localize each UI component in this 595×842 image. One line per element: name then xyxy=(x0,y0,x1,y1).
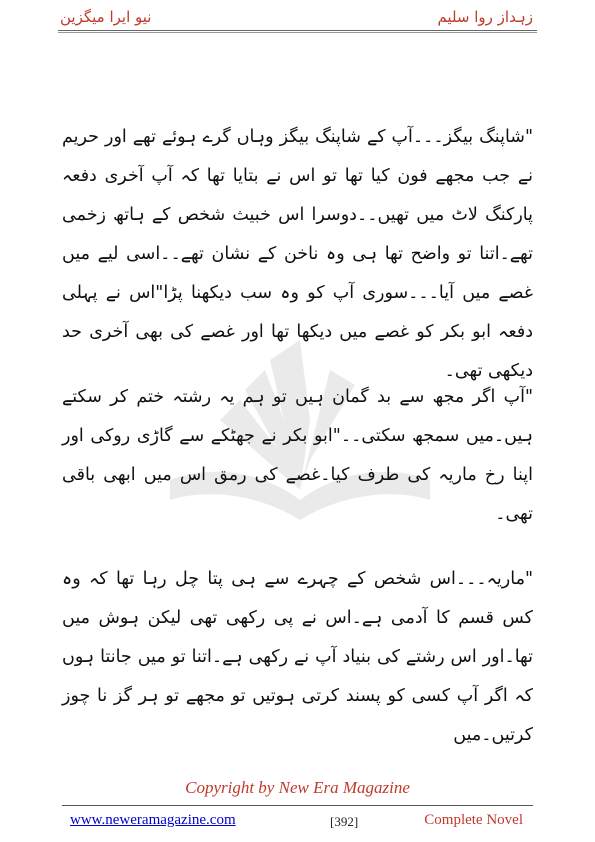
paragraph-3: "ماریہ۔۔۔اس شخص کے چہرے سے ہی پتا چل رہا تھا کہ وہ کس قسم کا آدمی ہے۔اس نے پی رکھی تھی لیکن ہوش میں تھا۔اور اس رشتے کی بنیاد آپ نے رکھی ہے۔اتنا تو میں جانتا ہوں کہ اگر آپ کسی کو پسند کرتی ہوتیں تو مجھے تو ہر گز نا چوز کرتیں۔میں xyxy=(62,569,533,745)
page-number: [392] xyxy=(330,814,359,829)
header-divider-secondary xyxy=(58,32,537,33)
copyright-notice: Copyright by New Era Magazine xyxy=(185,778,410,797)
paragraph-2: "آپ اگر مجھ سے بد گمان ہیں تو ہم یہ رشتہ ختم کر سکتے ہیں۔میں سمجھ سکتی۔۔"ابو بکر نے جھٹکے سے گاڑی روکی اور اپنا رخ ماریہ کی طرف کیا۔غصے کی رمق اس میں ابھی باقی تھی۔ xyxy=(62,387,533,524)
page-footer xyxy=(62,812,533,834)
author-title: زہداز روا سلیم xyxy=(437,8,533,26)
novel-label: Complete Novel xyxy=(424,812,523,828)
paragraph-1: "شاپنگ بیگز۔۔۔آپ کے شاپنگ بیگز وہاں گرے ہوئے تھے اور حریم نے جب مجھے فون کیا تھا تو اس نے بتایا تھا کہ آپ آخری دفعہ پارکنگ لاٹ میں تھیں۔۔دوسرا اس خبیث شخص کے ہاتھ زخمی تھے۔اتنا تو واضح تھا ہی وہ ناخن کے نشان تھے۔۔اسی لیے میں غصے میں آیا۔۔۔سوری آپ کو وہ سب دیکھنا پڑا"اس نے پہلی دفعہ ابو بکر کو غصے میں دیکھا تھا اور غصے کی بھی آخری حد دیکھی تھی۔ xyxy=(62,127,533,381)
magazine-name: نیو ایرا میگزین xyxy=(60,8,152,26)
website-link[interactable]: www.neweramagazine.com xyxy=(70,812,236,828)
header-divider xyxy=(58,30,537,31)
footer-divider xyxy=(62,805,533,806)
